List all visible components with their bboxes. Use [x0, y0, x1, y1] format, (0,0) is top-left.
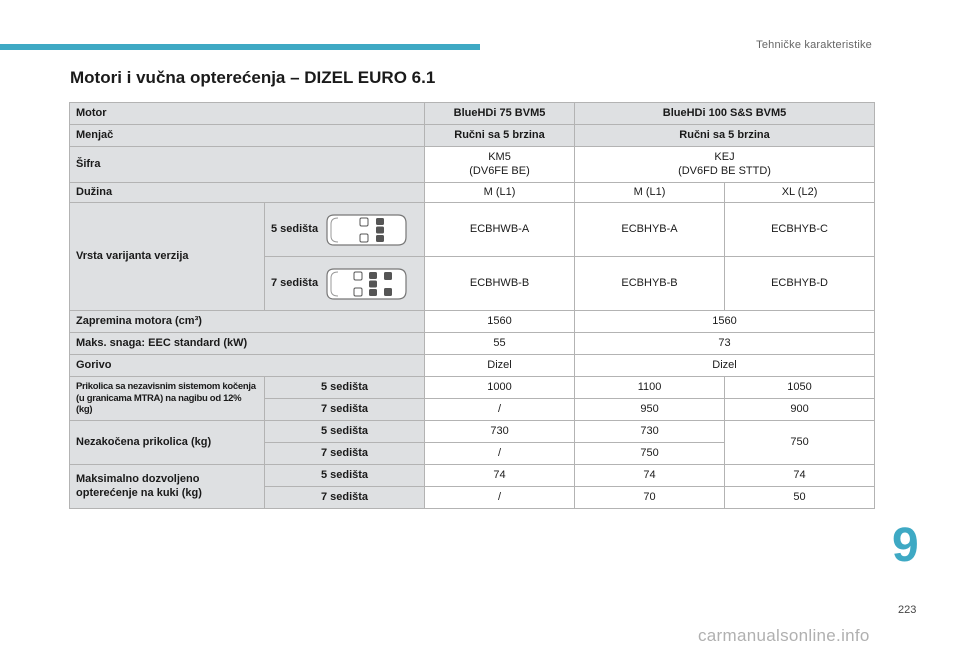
label-line: Maksimalno dozvoljeno: [76, 472, 200, 485]
top-accent-bar: [0, 44, 480, 50]
cell-line: KEJ: [714, 150, 735, 163]
cell: 950: [575, 399, 725, 421]
cell: Dizel: [575, 355, 875, 377]
van-5-seat-icon: [324, 210, 410, 250]
cell: /: [425, 487, 575, 509]
spec-table: [69, 102, 875, 509]
cell: 750: [575, 443, 725, 465]
cell: Ručni sa 5 brzina: [425, 125, 575, 147]
row-label: Nezakočena prikolica (kg): [70, 421, 265, 465]
sub-label: 7 sedišta: [265, 487, 425, 509]
cell: ECBHYB-C: [725, 203, 875, 257]
table-row-varijanta-5: [70, 203, 875, 257]
sub-label: 7 sedišta: [265, 443, 425, 465]
cell: 50: [725, 487, 875, 509]
cell: 1100: [575, 377, 725, 399]
cell: [575, 147, 875, 183]
van-7-seat-icon: [324, 264, 410, 304]
sub-label: 5 sedišta: [265, 377, 425, 399]
row-label: Maks. snaga: EEC standard (kW): [70, 333, 425, 355]
cell-line: (DV6FD BE STTD): [678, 164, 771, 177]
cell: 74: [425, 465, 575, 487]
row-label: [70, 465, 265, 509]
cell: ECBHWB-A: [425, 203, 575, 257]
cell: 55: [425, 333, 575, 355]
cell: 730: [425, 421, 575, 443]
table-row-gorivo: [70, 355, 875, 377]
row-label: Zapremina motora (cm³): [70, 311, 425, 333]
chapter-number: 9: [892, 519, 919, 572]
cell: Dizel: [425, 355, 575, 377]
row-label: Dužina: [70, 183, 425, 203]
cell: ECBHYB-B: [575, 257, 725, 311]
table-row-kuka-5: [70, 465, 875, 487]
sub-label: 5 sedišta: [271, 222, 319, 235]
cell: 750: [725, 421, 875, 465]
cell: XL (L2): [725, 183, 875, 203]
row-label: Menjač: [70, 125, 425, 147]
cell: BlueHDi 100 S&S BVM5: [575, 103, 875, 125]
cell: 730: [575, 421, 725, 443]
table-row-menjac: [70, 125, 875, 147]
cell: 74: [725, 465, 875, 487]
sub-label: 7 sedišta: [265, 399, 425, 421]
cell: 73: [575, 333, 875, 355]
table-row-snaga: [70, 333, 875, 355]
table-row-prikolica-5: [70, 377, 875, 399]
page-number: 223: [898, 604, 917, 616]
cell: M (L1): [575, 183, 725, 203]
row-label: Šifra: [70, 147, 425, 183]
label-line: opterećenje na kuki (kg): [76, 486, 202, 499]
cell: BlueHDi 75 BVM5: [425, 103, 575, 125]
sub-label: 5 sedišta: [265, 465, 425, 487]
cell: 1000: [425, 377, 575, 399]
row-label: [70, 377, 265, 421]
row-label: Vrsta varijanta verzija: [70, 203, 265, 311]
section-title: Tehničke karakteristike: [756, 39, 872, 51]
seat-sub-cell: [265, 257, 425, 311]
cell: M (L1): [425, 183, 575, 203]
cell: ECBHYB-A: [575, 203, 725, 257]
table-row-sifra: [70, 147, 875, 183]
cell-line: KM5: [488, 150, 511, 163]
cell: 1050: [725, 377, 875, 399]
page-title: Motori i vučna opterećenja – DIZEL EURO 6.1: [70, 68, 436, 87]
cell: ECBHWB-B: [425, 257, 575, 311]
cell: /: [425, 399, 575, 421]
table-row-duzina: [70, 183, 875, 203]
cell: [425, 147, 575, 183]
table-row-nezakocena-5: [70, 421, 875, 443]
cell-line: (DV6FE BE): [469, 164, 530, 177]
cell: ECBHYB-D: [725, 257, 875, 311]
row-label: Gorivo: [70, 355, 425, 377]
table-row-motor: [70, 103, 875, 125]
sub-label: 5 sedišta: [265, 421, 425, 443]
cell: /: [425, 443, 575, 465]
table-row-zapremina: [70, 311, 875, 333]
sub-label: 7 sedišta: [271, 276, 319, 289]
label-line: Prikolica sa nezavisnim sistemom kočenja: [76, 380, 256, 392]
row-label: Motor: [70, 103, 425, 125]
cell: 1560: [575, 311, 875, 333]
watermark: carmanualsonline.info: [698, 626, 870, 645]
label-line: (u granicama MTRA) na nagibu od 12% (kg): [76, 392, 242, 416]
cell: 74: [575, 465, 725, 487]
cell: 900: [725, 399, 875, 421]
cell: 1560: [425, 311, 575, 333]
cell: 70: [575, 487, 725, 509]
seat-sub-cell: [265, 203, 425, 257]
cell: Ručni sa 5 brzina: [575, 125, 875, 147]
